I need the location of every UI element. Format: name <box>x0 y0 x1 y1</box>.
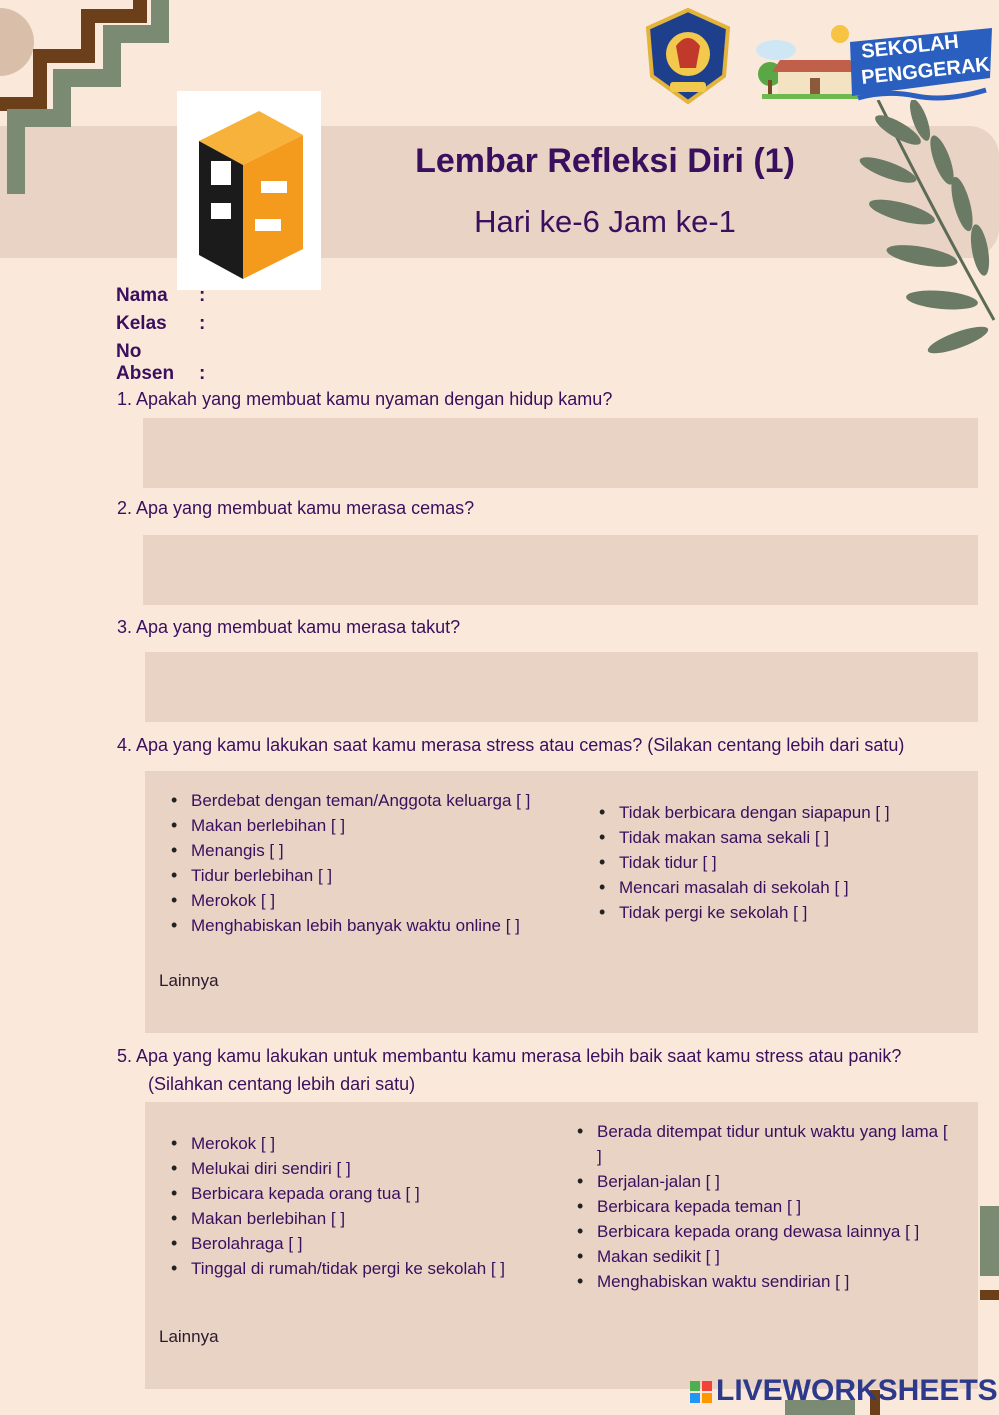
q5-list-right <box>571 1119 956 1294</box>
field-nama <box>116 285 205 307</box>
answer-box-3[interactable] <box>145 652 978 722</box>
liveworksheets-text: LIVEWORKSHEETS <box>716 1374 998 1407</box>
page-subtitle: Hari ke-6 Jam ke-1 <box>474 204 736 239</box>
q4-option[interactable]: • Tidak berbicara dengan siapapun [ ] <box>593 800 973 825</box>
question-5-line2: (Silahkan centang lebih dari satu) <box>148 1074 416 1094</box>
decor-bar-brown <box>980 1290 999 1300</box>
decor-bar-green <box>980 1206 999 1276</box>
q4-panel <box>145 771 978 1033</box>
q5-option[interactable]: • Merokok [ ] <box>165 1131 565 1156</box>
q5-option[interactable]: • Tinggal di rumah/tidak pergi ke sekolah [ ] <box>165 1256 565 1281</box>
q5-option[interactable]: • Berbicara kepada teman [ ] <box>571 1194 956 1219</box>
sekolah-penggerak-badge <box>846 20 996 102</box>
q4-list-right <box>593 800 973 925</box>
question-2: 2. Apa yang membuat kamu merasa cemas? <box>117 498 475 518</box>
q4-list-left <box>165 788 565 938</box>
question-5-line1: 5. Apa yang kamu lakukan untuk membantu kamu merasa lebih baik saat kamu stress atau panik? <box>117 1046 902 1066</box>
q4-option[interactable]: • Menghabiskan lebih banyak waktu online [ ] <box>165 913 565 938</box>
q5-option[interactable]: • Berbicara kepada orang dewasa lainnya [ ] <box>571 1219 956 1244</box>
q4-option[interactable]: • Menangis [ ] <box>165 838 565 863</box>
question-1: 1. Apakah yang membuat kamu nyaman dengan hidup kamu? <box>117 389 613 409</box>
q4-option[interactable]: • Tidak tidur [ ] <box>593 850 973 875</box>
liveworksheets-logo-icon <box>690 1381 712 1403</box>
question-3: 3. Apa yang membuat kamu merasa takut? <box>117 617 461 637</box>
badge-line1: SEKOLAH <box>860 30 960 63</box>
field-kelas <box>116 313 205 335</box>
field-kelas-label: Kelas <box>116 313 167 334</box>
school-illustration <box>750 20 860 100</box>
q5-option[interactable]: • Makan sedikit [ ] <box>571 1244 956 1269</box>
q5-lainnya: Lainnya <box>159 1327 219 1346</box>
q4-option[interactable]: • Mencari masalah di sekolah [ ] <box>593 875 973 900</box>
q5-option[interactable]: • Berolahraga [ ] <box>165 1231 565 1256</box>
question-4: 4. Apa yang kamu lakukan saat kamu merasa stress atau cemas? (Silakan centang lebih dari satu) <box>117 735 905 755</box>
q4-option[interactable]: • Berdebat dengan teman/Anggota keluarga [ ] <box>165 788 565 813</box>
q4-option[interactable]: • Makan berlebihan [ ] <box>165 813 565 838</box>
field-nama-label: Nama <box>116 285 168 306</box>
field-nama-sep: : <box>199 285 206 306</box>
ps-logo <box>177 91 321 290</box>
q5-option[interactable]: • Berada ditempat tidur untuk waktu yang lama [ ] <box>571 1119 956 1169</box>
field-kelas-sep: : <box>199 313 206 334</box>
q5-option[interactable]: • Makan berlebihan [ ] <box>165 1206 565 1231</box>
government-emblem <box>640 6 736 106</box>
leaf-decoration <box>858 100 999 360</box>
ps-logo-graphic <box>177 91 321 290</box>
q5-panel <box>145 1102 978 1389</box>
liveworksheets-watermark <box>690 1374 998 1408</box>
q4-lainnya: Lainnya <box>159 971 219 990</box>
q5-option[interactable]: • Berjalan-jalan [ ] <box>571 1169 956 1194</box>
answer-box-1[interactable] <box>143 418 978 488</box>
q4-option[interactable]: • Tidur berlebihan [ ] <box>165 863 565 888</box>
q5-option[interactable]: • Menghabiskan waktu sendirian [ ] <box>571 1269 956 1294</box>
q4-option[interactable]: • Tidak makan sama sekali [ ] <box>593 825 973 850</box>
q5-list-left <box>165 1131 565 1281</box>
field-no-absen-sep: : <box>199 363 206 384</box>
page-title: Lembar Refleksi Diri (1) <box>415 142 795 180</box>
q5-option[interactable]: • Berbicara kepada orang tua [ ] <box>165 1181 565 1206</box>
badge-line2: PENGGERAK <box>860 53 991 89</box>
field-no-absen <box>116 341 205 385</box>
answer-box-2[interactable] <box>143 535 978 605</box>
q4-option[interactable]: • Tidak pergi ke sekolah [ ] <box>593 900 973 925</box>
q5-option[interactable]: • Melukai diri sendiri [ ] <box>165 1156 565 1181</box>
q4-option[interactable]: • Merokok [ ] <box>165 888 565 913</box>
field-no-absen-label: No Absen <box>116 341 175 384</box>
